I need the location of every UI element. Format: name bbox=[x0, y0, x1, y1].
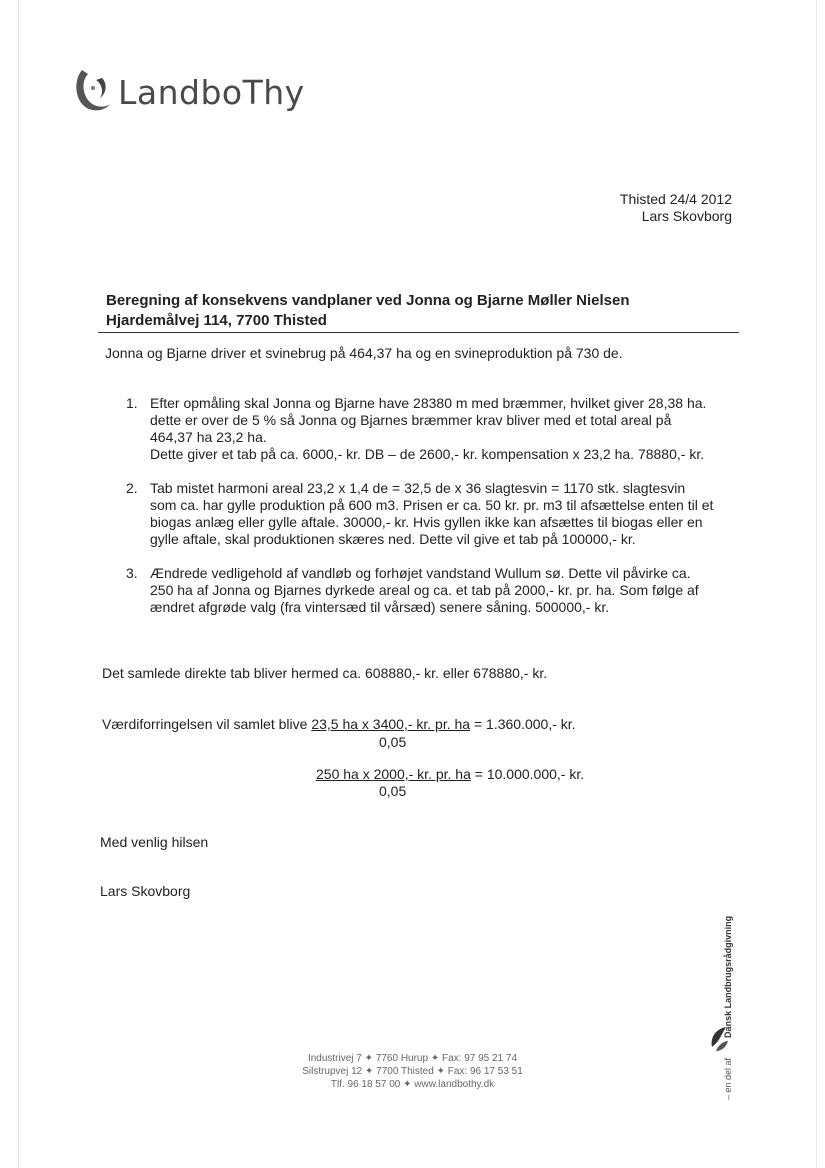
list-line: biogas anlæg eller gylle aftale. 30000,- kr. Hvis gyllen ikke kan afsættes til biogas eller en bbox=[150, 514, 703, 530]
calc-numerator: 250 ha x 2000,- kr. pr. ha bbox=[316, 766, 471, 782]
list-line: Dette giver et tab på ca. 6000,- kr. DB – de 2600,- kr. kompensation x 23,2 ha. 78880,- kr. bbox=[150, 446, 705, 462]
place-date: Thisted 24/4 2012 bbox=[619, 191, 732, 207]
list-line: dette er over de 5 % så Jonna og Bjarnes bræmmer krav bliver med et total areal på bbox=[150, 412, 672, 428]
list-line: Ændrede vedligehold af vandløb og forhøjet vandstand Wullum sø. Dette vil påvirke ca. bbox=[150, 565, 691, 581]
signature-name: Lars Skovborg bbox=[100, 883, 191, 899]
calc-denominator: 0,05 bbox=[379, 783, 407, 799]
date-block bbox=[620, 191, 732, 225]
side-mark-prefix: – en del af bbox=[723, 1057, 733, 1100]
list-line: Tab mistet harmoni areal 23,2 x 1,4 de = 32,5 de x 36 slagtesvin = 1170 stk. slagtesvin bbox=[150, 480, 686, 496]
document-title bbox=[106, 291, 629, 331]
scan-edge-left bbox=[18, 0, 19, 1168]
calc-denominator: 0,05 bbox=[379, 734, 407, 750]
list-number: 1. bbox=[126, 395, 138, 411]
greeting: Med venlig hilsen bbox=[100, 834, 209, 850]
side-mark-name: Dansk Landbrugsrådgivning bbox=[723, 915, 733, 1038]
intro-paragraph: Jonna og Bjarne driver et svinebrug på 464,37 ha og en svineproduktion på 730 de. bbox=[105, 345, 623, 361]
list-item bbox=[120, 565, 740, 616]
title-line-2: Hjardemålvej 114, 7700 Thisted bbox=[106, 312, 327, 329]
list-line: 250 ha af Jonna og Bjarnes dyrkede areal og ca. et tab på 2000,- kr. pr. ha. Som følge af bbox=[150, 582, 699, 598]
calc-result: = 1.360.000,- kr. bbox=[470, 716, 576, 732]
list-line: Efter opmåling skal Jonna og Bjarne have 28380 m med bræmmer, hvilket giver 28,38 ha. bbox=[150, 395, 707, 411]
calc-prefix: Værdiforringelsen vil samlet blive bbox=[102, 716, 312, 732]
footer-line: Silstrupvej 12 ✦ 7700 Thisted ✦ Fax: 96 17 53 51 bbox=[302, 1066, 523, 1077]
logo-text: LandboThy bbox=[118, 72, 305, 112]
side-mark bbox=[723, 916, 733, 1100]
calc-result: = 10.000.000,- kr. bbox=[470, 766, 585, 782]
list-item bbox=[120, 480, 740, 548]
list-line: 464,37 ha 23,2 ha. bbox=[150, 429, 267, 445]
list-line: som ca. har gylle produktion på 600 m3. Prisen er ca. 50 kr. pr. m3 til afsættelse enten til et bbox=[150, 497, 714, 513]
footer-line: Tlf. 96 18 57 00 ✦ www.landbothy.dk bbox=[330, 1079, 495, 1090]
landbothy-swirl-icon bbox=[72, 66, 116, 118]
scan-edge-right bbox=[816, 0, 817, 1168]
list-number: 3. bbox=[126, 565, 138, 581]
calculation-1 bbox=[102, 716, 576, 733]
list-body bbox=[150, 565, 740, 616]
list-body bbox=[150, 395, 740, 463]
calculation-list bbox=[120, 395, 740, 633]
list-number: 2. bbox=[126, 480, 138, 496]
footer-address bbox=[0, 1052, 825, 1091]
list-body bbox=[150, 480, 740, 548]
footer-line: Industrivej 7 ✦ 7760 Hurup ✦ Fax: 97 95 21 74 bbox=[307, 1053, 518, 1064]
total-loss: Det samlede direkte tab bliver hermed ca. 608880,- kr. eller 678880,- kr. bbox=[102, 665, 548, 681]
title-line-1: Beregning af konsekvens vandplaner ved Jonna og Bjarne Møller Nielsen bbox=[106, 292, 630, 309]
title-rule bbox=[98, 332, 739, 333]
list-line: gylle aftale, skal produktionen skæres ned. Dette vil give et tab på 100000,- kr. bbox=[150, 531, 636, 547]
list-line: ændret afgrøde valg (fra vintersæd til vårsæd) senere såning. 500000,- kr. bbox=[150, 599, 610, 615]
calculation-2 bbox=[316, 766, 584, 783]
list-item bbox=[120, 395, 740, 463]
landbothy-logo bbox=[72, 62, 305, 122]
author-name: Lars Skovborg bbox=[641, 208, 732, 224]
calc-numerator: 23,5 ha x 3400,- kr. pr. ha bbox=[311, 716, 471, 732]
